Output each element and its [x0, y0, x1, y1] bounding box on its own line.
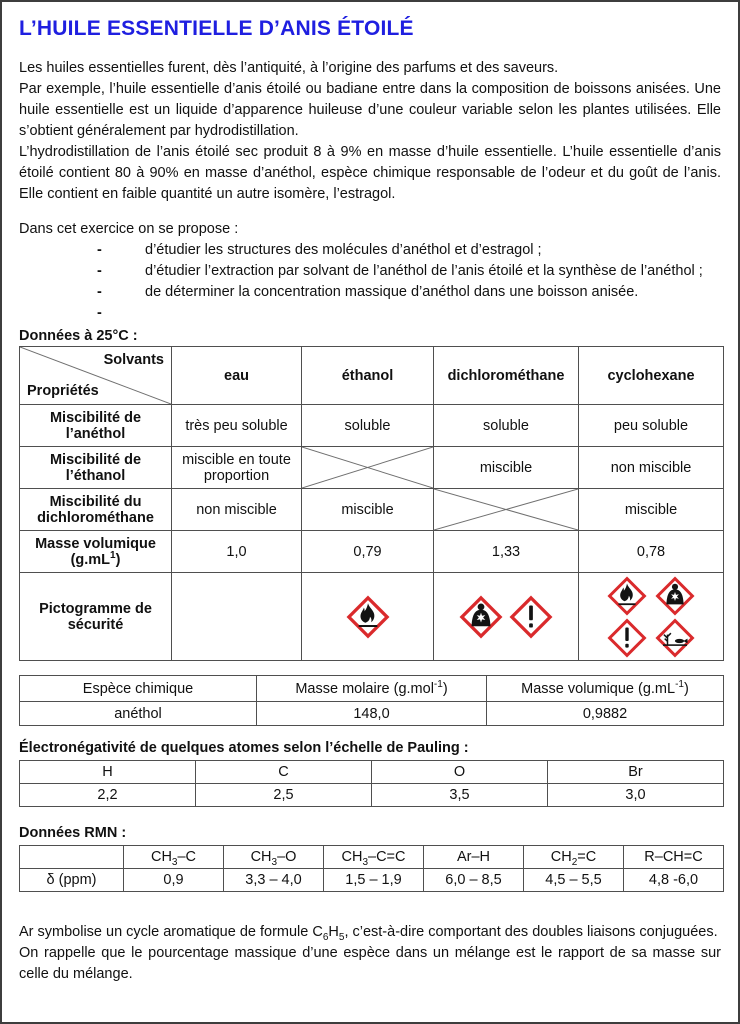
ghs-exclamation-icon [607, 618, 647, 658]
column-header-masse-volumique: Masse volumique $(g.mL^{-1})$ [487, 676, 724, 702]
table-cell: 2,2 [20, 784, 196, 807]
table-cell: 2,5 [196, 784, 372, 807]
intro-paragraph-1: Les huiles essentielles furent, dès l’antiquité, à l’origine des parfums et des saveurs. [19, 60, 559, 76]
data-table-heading: Données à 25°C : [19, 328, 138, 344]
table-cell: 1,5 – 1,9 [324, 869, 424, 892]
list-item [19, 261, 721, 282]
column-header-eau: eau [172, 347, 302, 405]
table-cell: 3,0 [548, 784, 724, 807]
row-label-miscibilite-dichloromethane: Miscibilité du dichlorométhane [20, 489, 172, 531]
column-header-ch3-o: $CH_3-O$ [224, 846, 324, 869]
table-cell: peu soluble [579, 405, 724, 447]
column-header-ch3-cc: $CH_3-C=C$ [324, 846, 424, 869]
table-cell: miscible [302, 489, 434, 531]
list-item-text: de déterminer la concentration massique d’anéthol dans une boisson anisée. [145, 284, 639, 300]
cross-out-mark [434, 489, 578, 530]
column-header-cyclohexane: cyclohexane [579, 347, 724, 405]
table-row [20, 447, 724, 489]
column-header-ar-h: Ar–H [424, 846, 524, 869]
list-item [19, 240, 721, 261]
table-row [20, 869, 724, 892]
row-label-text: Masse volumique [35, 535, 156, 552]
pictogram-cell-ethanol [302, 573, 434, 661]
row-label-pictogramme: Pictogramme de sécurité [20, 573, 172, 661]
exercise-goals-list [19, 240, 721, 324]
bullet-dash: - [97, 242, 102, 258]
column-header-r-ch-c: R–CH=C [624, 846, 724, 869]
table-cell: miscible [434, 447, 579, 489]
list-item-text: d’étudier les structures des molécules d’anéthol et d’estragol ; [145, 242, 542, 258]
table-cell: 1,33 [434, 531, 579, 573]
table-row [20, 784, 724, 807]
empty-corner-cell [20, 846, 124, 869]
table-cell: 0,9 [124, 869, 224, 892]
table-cell: miscible en toute proportion [172, 447, 302, 489]
rmn-table [19, 845, 724, 892]
ghs-flame-icon [346, 595, 390, 639]
table-cell: 3,5 [372, 784, 548, 807]
list-item-text: d’étudier l’extraction par solvant de l’anéthol de l’anis étoilé et la synthèse de l’anéthol ; [145, 263, 703, 279]
bullet-dash: - [97, 263, 102, 279]
column-header-C: C [196, 761, 372, 784]
table-cell: 0,9882 [487, 702, 724, 726]
anethol-properties-table [19, 675, 724, 726]
row-label-miscibilite-ethanol: Miscibilité de l’éthanol [20, 447, 172, 489]
crossed-cell [302, 447, 434, 489]
list-item [19, 282, 721, 303]
table-cell: soluble [302, 405, 434, 447]
column-header-masse-molaire: Masse molaire (g.mol$^{-1}$) [257, 676, 487, 702]
exercise-goals-intro: Dans cet exercice on se propose : [19, 221, 239, 237]
solvents-properties-table [19, 346, 724, 661]
ghs-flame-icon [607, 576, 647, 616]
column-header-dichloromethane: dichlorométhane [434, 347, 579, 405]
table-cell: soluble [434, 405, 579, 447]
column-header-ethanol: éthanol [302, 347, 434, 405]
bullet-dash: - [97, 305, 102, 321]
column-header-espece: Espèce chimique [20, 676, 257, 702]
table-cell: 0,79 [302, 531, 434, 573]
bullet-dash: - [97, 284, 102, 300]
electronegativity-heading: Électronégativité de quelques atomes selon l’échelle de Pauling : [19, 740, 469, 756]
corner-label-proprietes: Propriétés [27, 383, 99, 399]
column-header-ch3-c: $CH_3-C$ [124, 846, 224, 869]
column-header-H: H [20, 761, 196, 784]
row-label-miscibilite-anethol: Miscibilité de l’anéthol [20, 405, 172, 447]
table-cell: 0,78 [579, 531, 724, 573]
electronegativity-table [19, 760, 724, 807]
list-item [19, 303, 721, 324]
table-cell: très peu soluble [172, 405, 302, 447]
column-header-ch2-c: $CH_2=C$ [524, 846, 624, 869]
table-cell: miscible [579, 489, 724, 531]
table-row-pictograms [20, 573, 724, 661]
table-cell: 3,3 – 4,0 [224, 869, 324, 892]
corner-label-solvants: Solvants [103, 352, 164, 368]
outro-paragraph-1: Ar symbolise un cycle aromatique de formule $C_6H_5$, c’est-à-dire comportant des doubles liaisons conjuguées. [19, 924, 718, 943]
pictogram-cell-cyclohexane [579, 573, 724, 661]
intro-paragraph-2: Par exemple, l’huile essentielle d’anis étoilé ou badiane entre dans la composition de boissons anisées. Une huile essentielle est un liquide d’apparence huileuse d’une couleur variable selon les plantes utilisées. Elle s’obtient généralement par hydrodistillation. [19, 81, 721, 139]
column-header-Br: Br [548, 761, 724, 784]
ghs-health-hazard-icon [459, 595, 503, 639]
table-row [20, 702, 724, 726]
row-label-masse-volumique [20, 531, 172, 573]
pictogram-cell-dichloromethane [434, 573, 579, 661]
rmn-heading: Données RMN : [19, 825, 127, 841]
table-row [20, 531, 724, 573]
table-cell: 4,8 -6,0 [624, 869, 724, 892]
table-cell: 148,0 [257, 702, 487, 726]
column-header-O: O [372, 761, 548, 784]
pictogram-cell-eau [172, 573, 302, 661]
ghs-environment-icon [655, 618, 695, 658]
ghs-health-hazard-icon [655, 576, 695, 616]
outro-paragraph-2: On rappelle que le pourcentage massique d’une espèce dans un mélange est le rapport de sa masse sur celle du mélange. [19, 945, 721, 982]
table-cell: 6,0 – 8,5 [424, 869, 524, 892]
table-row [20, 489, 724, 531]
table-cell: non miscible [172, 489, 302, 531]
row-label-delta-ppm: δ (ppm) [20, 869, 124, 892]
diagonal-header-cell [20, 347, 172, 405]
crossed-cell [434, 489, 579, 531]
ghs-exclamation-icon [509, 595, 553, 639]
intro-paragraph-3: L’hydrodistillation de l’anis étoilé sec produit 8 à 9% en masse d’huile essentielle. L’huile essentielle d’anis étoilé contient 80 à 90% en masse d’anéthol, espèce chimique responsable de l’odeur et du goût de l’anis. Elle contient en faible quantité un autre isomère, l’estragol. [19, 144, 721, 202]
table-cell: non miscible [579, 447, 724, 489]
table-cell: anéthol [20, 702, 257, 726]
unit-text: $(g.mL^1)$ [70, 549, 121, 568]
table-cell: 1,0 [172, 531, 302, 573]
cross-out-mark [302, 447, 433, 488]
table-row [20, 405, 724, 447]
page-title: L’HUILE ESSENTIELLE D’ANIS ÉTOILÉ [19, 17, 414, 40]
table-cell: 4,5 – 5,5 [524, 869, 624, 892]
